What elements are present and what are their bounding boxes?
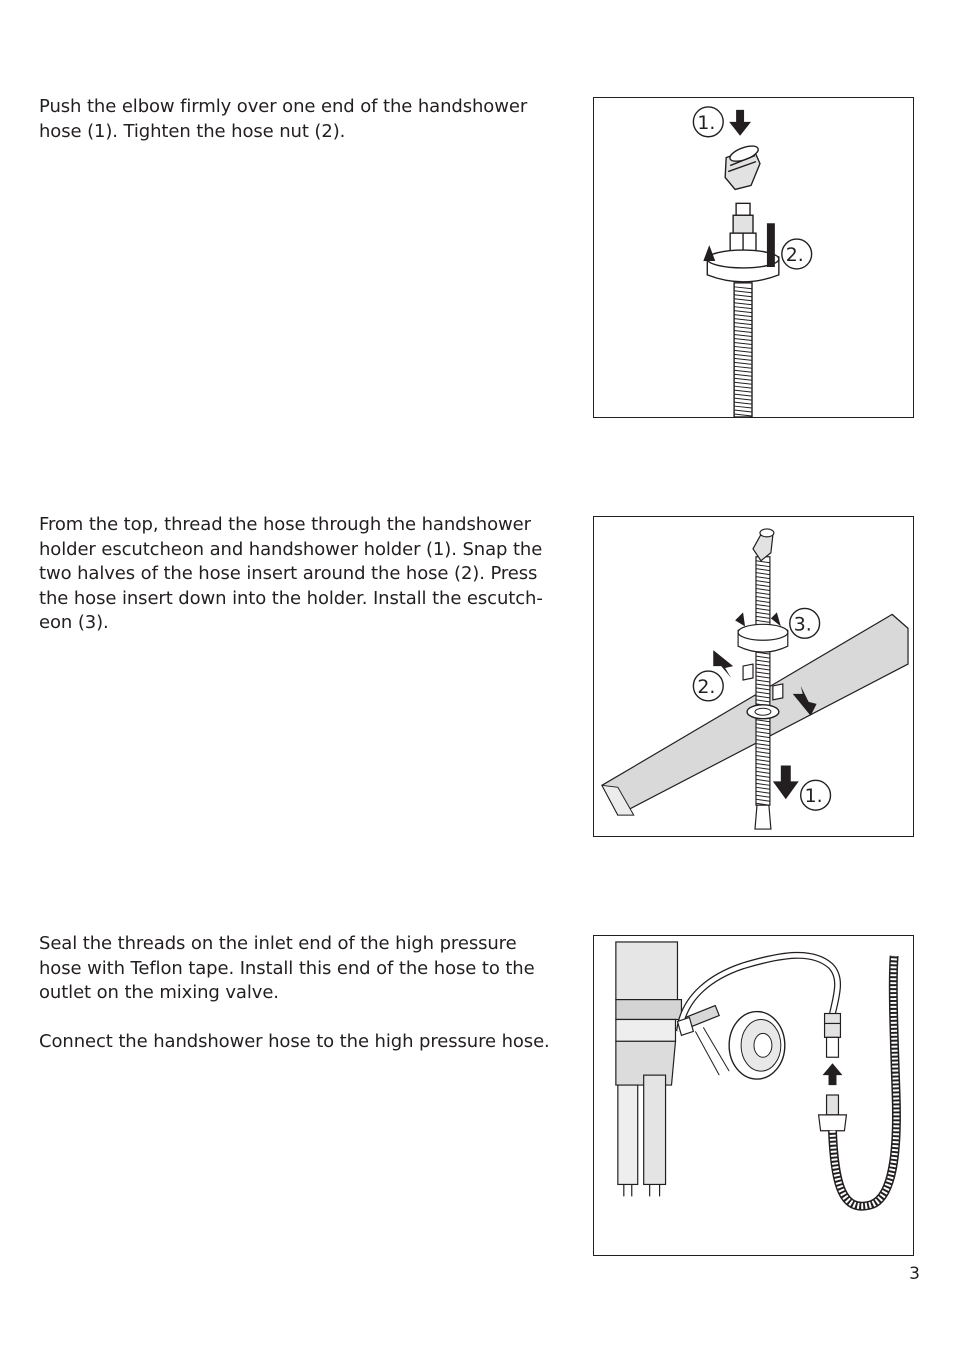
page-number: 3 [909, 1264, 920, 1284]
rotate-arrow-icon [735, 612, 745, 626]
svg-text:1.: 1. [697, 111, 716, 134]
escutcheon [738, 624, 788, 652]
high-pressure-hose-illustration [594, 936, 913, 1255]
step-1-figure [593, 97, 914, 418]
callout-1 [801, 780, 831, 810]
handshower-hose [756, 557, 770, 805]
rotate-arrow-icon [767, 223, 775, 267]
svg-text:3.: 3. [793, 613, 812, 636]
step-3-paragraph-2: Connect the handshower hose to the high pressure hose. [39, 1031, 550, 1052]
mixing-valve [616, 942, 682, 1196]
callout-3 [790, 608, 820, 638]
up-arrow-icon [823, 1063, 843, 1085]
callout-1 [693, 107, 723, 137]
hose-end-nut [755, 805, 771, 829]
down-arrow-icon [729, 110, 751, 136]
svg-text:1.: 1. [804, 785, 823, 808]
rotate-arrow-icon [703, 245, 715, 261]
elbow-fitting [753, 529, 774, 561]
rotate-arrow-icon [771, 612, 781, 626]
elbow-hose-illustration [594, 98, 913, 417]
step-3-instructions [39, 932, 559, 1055]
hose-connector [825, 1014, 841, 1058]
svg-text:2.: 2. [785, 243, 804, 266]
teflon-tape-roll [695, 1012, 784, 1080]
step-3-figure [593, 935, 914, 1256]
holder-installation-illustration [594, 517, 913, 836]
step-2-instructions [39, 513, 559, 636]
svg-text:2.: 2. [697, 675, 716, 698]
handshower-hose [734, 283, 752, 417]
step-2-paragraph: From the top, thread the hose through the handshower holder escutcheon and handshower holder (1). Snap the two halves of the hose insert around the hose (2). Press the hose insert down into the holder. Install the escutch-eon (3). [39, 514, 543, 633]
step-3-paragraph-1: Seal the threads on the inlet end of the high pressure hose with Teflon tape. Install this end of the hose to the outlet on the mixing valve. [39, 933, 535, 1003]
step-1-instructions [39, 95, 559, 144]
down-arrow-icon [773, 765, 799, 799]
callout-2 [693, 671, 723, 701]
handshower-hose-end [819, 1095, 847, 1131]
step-1-paragraph: Push the elbow firmly over one end of the handshower hose (1). Tighten the hose nut (2). [39, 96, 528, 142]
callout-2 [782, 239, 812, 269]
step-2-figure [593, 516, 914, 837]
elbow-fitting [725, 143, 760, 189]
handshower-hose [833, 956, 897, 1206]
